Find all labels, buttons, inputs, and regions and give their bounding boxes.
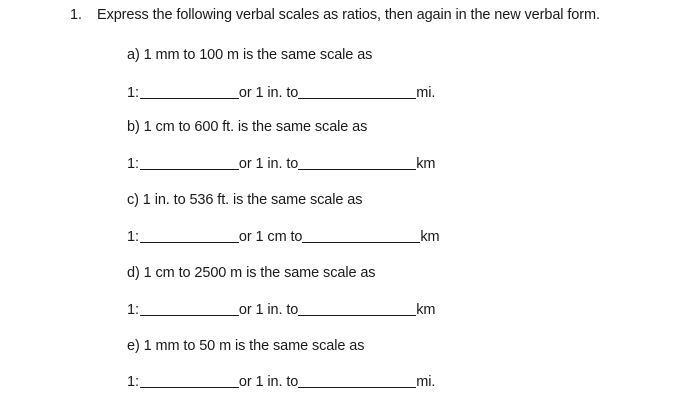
unit-label: km bbox=[416, 302, 436, 318]
question-text: Express the following verbal scales as ratios, then again in the new verbal form. bbox=[97, 7, 600, 23]
part-b-statement: b) 1 cm to 600 ft. is the same scale as bbox=[127, 119, 368, 135]
distance-blank[interactable] bbox=[298, 375, 416, 388]
question-heading bbox=[70, 7, 600, 23]
unit-label: km bbox=[416, 156, 436, 172]
ratio-blank[interactable] bbox=[140, 230, 239, 243]
ratio-prefix: 1: bbox=[127, 302, 139, 318]
ratio-blank[interactable] bbox=[140, 86, 239, 99]
part-b-answer-row bbox=[127, 155, 435, 172]
part-e-answer-row bbox=[127, 373, 435, 390]
ratio-prefix: 1: bbox=[127, 85, 139, 101]
part-a-statement: a) 1 mm to 100 m is the same scale as bbox=[127, 47, 373, 63]
answer-middle-text: or 1 in. to bbox=[238, 156, 299, 172]
ratio-prefix: 1: bbox=[127, 374, 139, 390]
answer-middle-text: or 1 in. to bbox=[238, 85, 299, 101]
distance-blank[interactable] bbox=[302, 230, 420, 243]
part-e-statement: e) 1 mm to 50 m is the same scale as bbox=[127, 338, 365, 354]
unit-label: mi. bbox=[416, 374, 436, 390]
question-number: 1. bbox=[70, 7, 82, 23]
ratio-blank[interactable] bbox=[140, 303, 239, 316]
answer-middle-text: or 1 cm to bbox=[238, 229, 303, 245]
answer-middle-text: or 1 in. to bbox=[238, 302, 299, 318]
part-c-answer-row bbox=[127, 228, 440, 245]
ratio-prefix: 1: bbox=[127, 156, 139, 172]
distance-blank[interactable] bbox=[298, 303, 416, 316]
answer-middle-text: or 1 in. to bbox=[238, 374, 299, 390]
distance-blank[interactable] bbox=[298, 86, 416, 99]
part-c-statement: c) 1 in. to 536 ft. is the same scale as bbox=[127, 192, 363, 208]
part-a-answer-row bbox=[127, 84, 435, 101]
unit-label: mi. bbox=[416, 85, 436, 101]
ratio-blank[interactable] bbox=[140, 375, 239, 388]
unit-label: km bbox=[420, 229, 440, 245]
ratio-prefix: 1: bbox=[127, 229, 139, 245]
distance-blank[interactable] bbox=[298, 157, 416, 170]
part-d-statement: d) 1 cm to 2500 m is the same scale as bbox=[127, 265, 376, 281]
ratio-blank[interactable] bbox=[140, 157, 239, 170]
part-d-answer-row bbox=[127, 301, 435, 318]
